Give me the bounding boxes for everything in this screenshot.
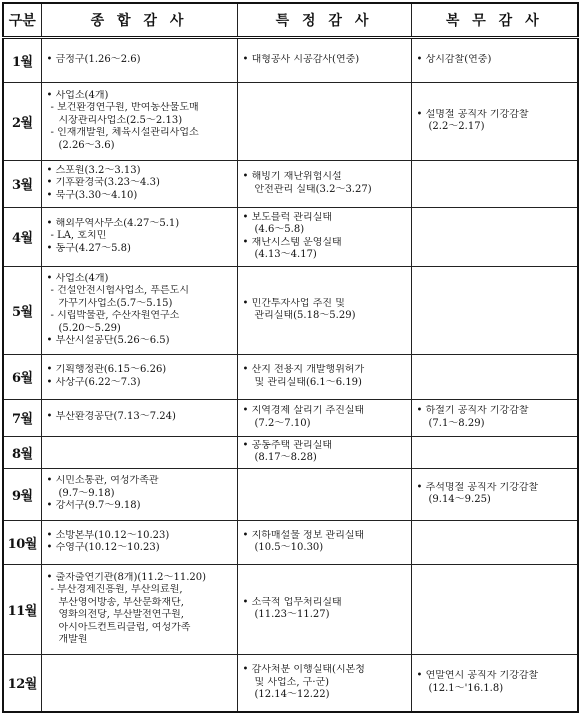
special-audit-cell: [237, 266, 411, 354]
audit-item: • 부산환경공단(7.13～7.24): [47, 411, 234, 424]
audit-item: • 기후환경국(3.23～4.3): [47, 177, 234, 190]
special-audit-cell: [237, 436, 411, 468]
table-row: [3, 354, 578, 399]
audit-item: • 북구(3.30～4.10): [47, 190, 234, 203]
month-cell: 3월: [3, 160, 41, 207]
month-cell: 7월: [3, 399, 41, 436]
audit-item-continuation: (9.7～9.18): [58, 487, 115, 499]
audit-subitem: - 시립박물관, 수산자원연구소: [47, 310, 234, 323]
audit-item-continuation: (4.13～4.17): [254, 249, 317, 260]
audit-item: • 시민소통관, 여성가족관: [47, 475, 234, 488]
audit-item: • 하절기 공직자 기강감찰: [417, 405, 575, 418]
audit-item-continuation: (2.26～3.6): [58, 139, 115, 151]
audit-item: • 동구(4.27～5.8): [47, 243, 234, 256]
audit-item: • 상시감찰(연중): [417, 54, 575, 67]
audit-item: • 지역경제 살리기 추진실태: [243, 405, 408, 418]
audit-subitem: - LA, 호치민: [47, 230, 234, 243]
duty-audit-cell: [411, 37, 578, 82]
audit-item: • 공동주택 관리실태: [243, 440, 408, 453]
duty-audit-cell: [411, 520, 578, 564]
audit-item: • 대형공사 시공감사(연중): [243, 54, 408, 67]
general-audit-cell: [41, 354, 237, 399]
audit-item: • 소방본부(10.12～10.23): [47, 530, 234, 543]
audit-item: • 사업소(4개): [47, 90, 234, 103]
audit-item: • 강서구(9.7～9.18): [47, 500, 234, 513]
header-special-audit: 특 정 감 사: [237, 3, 411, 37]
audit-item: • 추석명절 공직자 기강감찰: [417, 482, 575, 495]
table-row: [3, 160, 578, 207]
special-audit-cell: [237, 399, 411, 436]
audit-item: • 해외무역사무소(4.27～5.1): [47, 218, 234, 231]
special-audit-cell: [237, 160, 411, 207]
special-audit-cell: [237, 654, 411, 712]
audit-item-continuation: 시장관리사업소(2.5～2.13): [58, 114, 183, 126]
general-audit-cell: [41, 468, 237, 520]
table-row: [3, 520, 578, 564]
month-cell: 5월: [3, 266, 41, 354]
table-row: [3, 399, 578, 436]
audit-item-continuation: (7.2～7.10): [254, 417, 311, 429]
audit-item: • 설명절 공직자 기강감찰: [417, 109, 575, 122]
audit-item: • 소극적 업무처리실태: [243, 597, 408, 610]
table-row: [3, 266, 578, 354]
duty-audit-cell: [411, 399, 578, 436]
table-body: [3, 37, 578, 712]
audit-item-continuation: 영화의전당, 부산발전연구원,: [58, 609, 184, 620]
duty-audit-cell: [411, 436, 578, 468]
table-row: [3, 436, 578, 468]
duty-audit-cell: [411, 266, 578, 354]
special-audit-cell: [237, 82, 411, 160]
month-cell: 10월: [3, 520, 41, 564]
duty-audit-cell: [411, 654, 578, 712]
audit-item: • 감사처분 이행실태(시본청: [243, 664, 408, 677]
audit-subitem: - 인재개발원, 체육시설관리사업소: [47, 127, 234, 140]
audit-item-continuation: 및 관리실태(6.1～6.19): [254, 376, 362, 388]
audit-item: • 민간투자사업 추진 및: [243, 298, 408, 311]
audit-item: • 보도블럭 관리실태: [243, 212, 408, 225]
month-cell: 6월: [3, 354, 41, 399]
audit-item-continuation: (7.1～8.29): [428, 417, 485, 429]
general-audit-cell: [41, 436, 237, 468]
table-row: [3, 82, 578, 160]
table-row: [3, 37, 578, 82]
general-audit-cell: [41, 207, 237, 266]
audit-item-continuation: (2.2～2.17): [428, 121, 485, 132]
header-month: 구분: [3, 3, 41, 37]
audit-item: • 연말연시 공직자 기강감찰: [417, 670, 575, 683]
general-audit-cell: [41, 564, 237, 654]
audit-item: • 부산시설공단(5.26～6.5): [47, 335, 234, 348]
general-audit-cell: [41, 37, 237, 82]
audit-item-continuation: 개발원: [58, 634, 88, 645]
month-cell: 11월: [3, 564, 41, 654]
duty-audit-cell: [411, 207, 578, 266]
table-row: [3, 207, 578, 266]
audit-item-continuation: (5.20～5.29): [58, 322, 121, 334]
month-cell: 12월: [3, 654, 41, 712]
audit-item: • 사업소(4개): [47, 273, 234, 286]
duty-audit-cell: [411, 468, 578, 520]
audit-item-continuation: 부산영어방송, 부산문화재단,: [58, 596, 184, 608]
general-audit-cell: [41, 160, 237, 207]
audit-item-continuation: 아시아드컨트리클럽, 여성가족: [58, 621, 191, 633]
audit-item: • 출자출연기관(8개)(11.2～11.20): [47, 572, 234, 585]
audit-item: • 재난시스템 운영실태: [243, 237, 408, 250]
audit-schedule-table: [2, 2, 579, 713]
table-row: [3, 468, 578, 520]
header-general-audit: 종 합 감 사: [41, 3, 237, 37]
audit-item-continuation: (12.14～12.22): [254, 689, 330, 700]
audit-item-continuation: (10.5～10.30): [254, 542, 324, 553]
audit-item-continuation: (11.23～11.27): [254, 609, 330, 620]
audit-item: • 수영구(10.12～10.23): [47, 542, 234, 555]
audit-subitem: - 부산경제진흥원, 부산의료원,: [47, 584, 234, 597]
audit-schedule: [2, 2, 579, 713]
special-audit-cell: [237, 207, 411, 266]
audit-item-continuation: (9.14～9.25): [428, 494, 491, 505]
audit-item: • 지하매설물 정보 관리실태: [243, 530, 408, 543]
special-audit-cell: [237, 520, 411, 564]
header-row: [3, 3, 578, 37]
audit-item: • 산지 전용지 개발행위허가: [243, 364, 408, 377]
audit-item-continuation: 및 사업소, 구·군): [254, 676, 330, 688]
audit-item-continuation: 가꾸기사업소(5.7～5.15): [58, 297, 173, 309]
audit-item: • 금정구(1.26～2.6): [47, 54, 234, 67]
month-cell: 9월: [3, 468, 41, 520]
table-row: [3, 654, 578, 712]
table-row: [3, 564, 578, 654]
duty-audit-cell: [411, 160, 578, 207]
special-audit-cell: [237, 354, 411, 399]
audit-item-continuation: (4.6～5.8): [254, 224, 305, 235]
month-cell: 2월: [3, 82, 41, 160]
general-audit-cell: [41, 520, 237, 564]
special-audit-cell: [237, 37, 411, 82]
audit-item: • 기획행정관(6.15～6.26): [47, 364, 234, 377]
audit-item-continuation: 관리실태(5.18～5.29): [254, 310, 356, 321]
audit-item-continuation: 안전관리 실태(3.2～3.27): [254, 183, 372, 195]
general-audit-cell: [41, 654, 237, 712]
special-audit-cell: [237, 468, 411, 520]
month-cell: 1월: [3, 37, 41, 82]
general-audit-cell: [41, 266, 237, 354]
month-cell: 4월: [3, 207, 41, 266]
audit-item-continuation: (12.1～'16.1.8): [428, 682, 504, 694]
audit-item: • 해빙기 재난위험시설: [243, 171, 408, 184]
general-audit-cell: [41, 82, 237, 160]
audit-subitem: - 보건환경연구원, 반여농산물도매: [47, 102, 234, 115]
audit-item-continuation: (8.17～8.28): [254, 452, 317, 463]
audit-item: • 사상구(6.22～7.3): [47, 377, 234, 390]
duty-audit-cell: [411, 354, 578, 399]
audit-subitem: - 건설안전시험사업소, 푸른도시: [47, 285, 234, 298]
audit-item: • 스포원(3.2～3.13): [47, 165, 234, 178]
header-duty-audit: 복 무 감 사: [411, 3, 578, 37]
duty-audit-cell: [411, 564, 578, 654]
general-audit-cell: [41, 399, 237, 436]
special-audit-cell: [237, 564, 411, 654]
month-cell: 8월: [3, 436, 41, 468]
duty-audit-cell: [411, 82, 578, 160]
